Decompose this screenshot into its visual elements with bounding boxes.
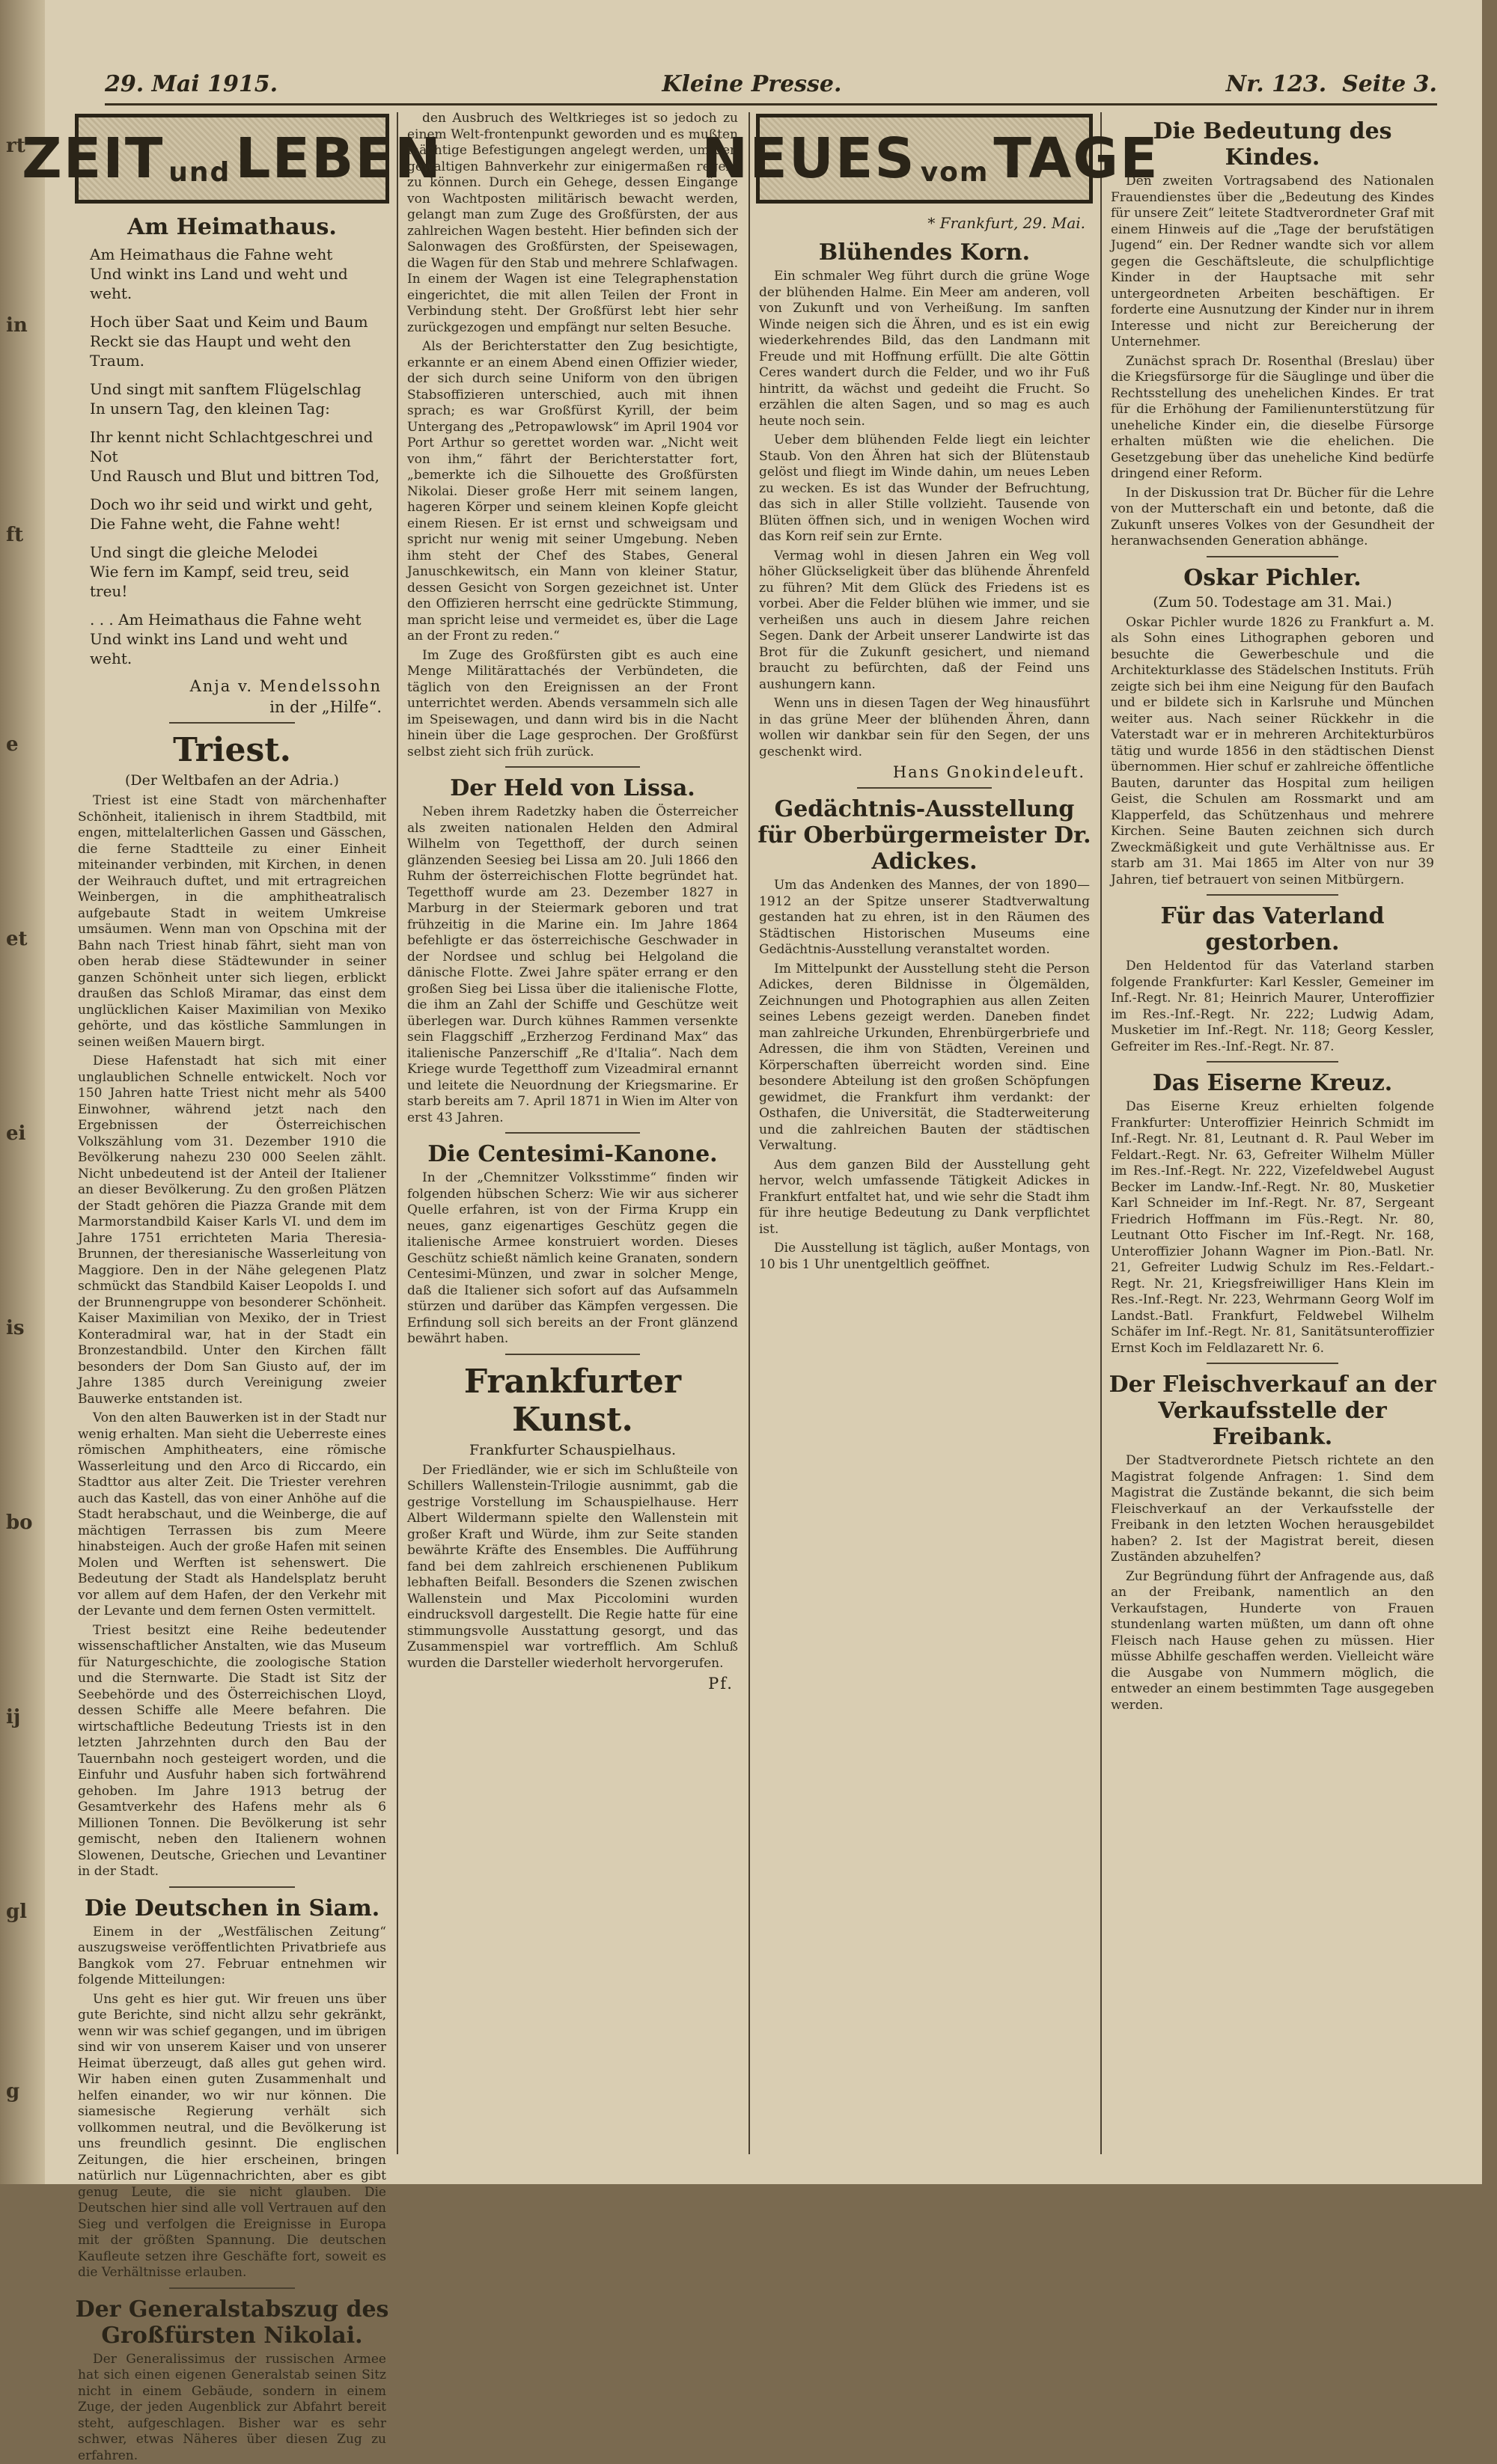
paragraph: In der Diskussion trat Dr. Bücher für die Lehre von der Mutterschaft ein und betonte, daß die Zukunft unseres Volkes von der Gesundheit der heranwachsenden Generation abhänge. [1111,486,1434,550]
paragraph: Diese Hafenstadt hat sich mit einer unglaublichen Schnelle entwickelt. Noch vor 150 Jahren hatte Triest nicht mehr als 5400 Einwohner, während jetzt nach den Ergebnissen der Österreichischen Volkszählung vom 31. Dezember 1910 die Bevölkerung nahezu 230 000 Seelen zählt. Nicht unbedeutend ist der Anteil der Italiener an dieser Bevölkerung. Zu den großen Plätzen der Stadt gehören die Piazza Grande mit dem Marmorstandbild Kaiser Karls VI. und dem im Jahre 1751 errichteten Maria Theresia-Brunnen, der theresianische Wasserleitung von Maggiore. Den in der Nähe gelegenen Platz schmückt das Standbild Kaiser Leopolds I. und der Brunnengruppe von besonderer Schönheit. Kaiser Maximilian von Mexiko, der in Triest Konteradmiral war, hat in der Stadt ein Bronzestandbild. Unter den Kirchen fällt besonders der Dom San Giusto auf, der im Jahre 1385 durch Vereinigung zweier Bauwerke entstanden ist. [78,1054,386,1407]
section-rule [505,766,640,768]
poem-source: in der „Hilfe“. [82,698,382,716]
dateline: * Frankfurt, 29. Mai. [763,214,1085,232]
edge-fragment: ij [6,1706,20,1728]
article-body-vaterland [1111,959,1434,1055]
section-rule [1207,1363,1338,1364]
poem-stanza: . . . Am Heimathaus die Fahne weht Und winkt ins Land und weht und weht. [90,610,382,668]
edge-fragment: gl [6,1901,27,1923]
paragraph: Den zweiten Vortragsabend des Nationalen Frauendienstes über die „Bedeutung des Kindes für unsere Zeit“ leitete Stadtverordneter Graf mit einem Hinweis auf die „Tage der berufstätigen Jugend“ ein. Der Redner wandte sich vor allem gegen die Geschäftsleute, die schulpflichtige Kinder in der Hauptsache mit sehr untergeordneten Arbeiten beschäftigen. Er forderte eine Ausnutzung der Kinder nur in ihrem Interesse und nicht zur Bereicherung der Unternehmer. [1111,174,1434,351]
paragraph: Vermag wohl in diesen Jahren ein Weg voll höher Glückseligkeit über das blühende Ährenfeld zu führen? Mit dem Glück des Friedens ist es vorbei. Aber die Felder blühen wie immer, und sie verheißen uns auch in diesem Jahre reichen Segen. Dank der Arbeit unserer Landwirte ist das Brot für die Zukunft gesichert, und niemand braucht zu befürchten, daß der Feind uns aushungern kann. [759,548,1090,694]
issue-date: 29. Mai 1915. [105,71,278,97]
article-body-siam [78,1925,386,2281]
paragraph: Wenn uns in diesen Tagen der Weg hinausführt in das grüne Meer der blühenden Ähren, dann wollen wir dankbar sein für den Segen, der uns geschenkt wird. [759,696,1090,760]
paragraph: Aus dem ganzen Bild der Ausstellung geht hervor, welch umfassende Tätigkeit Adickes in Frankfurt entfaltet hat, und wie sehr die Stadt ihm für ihre heutige Bedeutung zu Dank verpflichtet ist. [759,1158,1090,1238]
article-title-korn: Blühendes Korn. [756,239,1093,266]
edge-fragment: in [6,314,28,337]
page-header [105,69,1437,99]
edge-fragment: is [6,1317,25,1339]
paragraph: Der Generalissimus der russischen Armee hat sich einen eigenen Generalstab seinen Sitz nicht in einem Gebäude, sondern in einem Zuge, der jeden Augenblick zur Abfahrt bereit steht, aufgeschlagen. Bisher war es sehr schwer, etwas Näheres über diesen Zug zu erfahren. [78,2352,386,2464]
poem-stanza: Hoch über Saat und Keim und Baum Reckt sie das Haupt und weht den Traum. [90,312,382,370]
article-body-kanone [407,1170,738,1348]
paragraph: Als der Berichterstatter den Zug besichtigte, erkannte er an einem Abend einen Offizier wieder, der sich durch seine Uniform von den übrigen Stabsoffizieren unterschied, auch mit ihnen sprach; es war Großfürst Kyrill, der beim Untergang des „Petropawlowsk“ im April 1904 vor Port Arthur so gerettet worden war. „Nicht weit von ihm,“ fährt der Berichterstatter fort, „bemerkte ich die Silhouette des Großfürsten Nikolai. Dieser große Herr mit seinem langen, hageren Körper und seinem kleinen Kopfe gleicht einem Riesen. Er ist ernst und schweigsam und spricht nur wenig mit seiner Umgebung. Neben ihm steht der Chef des Stabes, General Januschkewitsch, ein Mann von kleiner Statur, dessen Gesicht von Sorgen gezeichnet ist. Unter den Offizieren herrscht eine gedrückte Stimmung, man spricht leise und vermeidet es, über die Lage an der Front zu reden.“ [407,339,738,645]
edge-fragment: rt [6,135,25,157]
article-signature: Pf. [412,1675,734,1693]
article-title-adickes: Gedächtnis-Ausstellung für Oberbürgermeister Dr. Adickes. [756,796,1093,875]
paragraph: Einem in der „Westfälischen Zeitung“ auszugsweise veröffentlichten Privatbriefe aus Bangkok vom 27. Februar entnehmen wir folgende Mitteilungen: [78,1925,386,1989]
article-title-pichler: Oskar Pichler. [1108,565,1437,591]
section-banner-neues-vom-tage: NEUES vom TAGE [756,114,1093,204]
article-body-lissa [407,804,738,1126]
paragraph: Neben ihrem Radetzky haben die Österreicher als zweiten nationalen Helden den Admiral Wilhelm von Tegetthoff, der durch seinen glänzenden Seesieg bei Lissa am 20. Juli 1866 den Ruhm der österreichischen Flotte begründet hat. Tegetthoff wurde am 23. Dezember 1827 in Marburg in der Steiermark geboren und trat frühzeitig in die Marine ein. Im Jahre 1864 befehligte er das österreichische Geschwader in der Nordsee und schlug bei Helgoland die dänische Flotte. Zwei Jahre später errang er den großen Sieg bei Lissa über die italienische Flotte, die ihm an Zahl der Schiffe und Geschütze weit überlegen war. Durch kühnes Rammen versenkte sein Flaggschiff „Erzherzog Ferdinand Max“ das italienische Panzerschiff „Re d'Italia“. Nach dem Kriege wurde Tegetthoff zum Vizeadmiral ernannt und leitete die Neuordnung der Kriegsmarine. Er starb bereits am 7. April 1871 in Wien im Alter von erst 43 Jahren. [407,804,738,1126]
article-title-fleisch: Der Fleischverkauf an der Verkaufsstelle der Freibank. [1108,1372,1437,1450]
poem-title: Am Heimathaus. [75,214,389,240]
article-title-kreuz: Das Eiserne Kreuz. [1108,1070,1437,1096]
article-body-korn [759,269,1090,760]
article-title-vaterland: Für das Vaterland gestorben. [1108,903,1437,956]
article-title-kanone: Die Centesimi-Kanone. [404,1141,741,1167]
edge-fragment: et [6,928,28,950]
edge-fragment: ei [6,1122,25,1145]
section-rule [169,1886,295,1888]
paragraph: Oskar Pichler wurde 1826 zu Frankfurt a. M. als Sohn eines Lithographen geboren und besuchte die Gewerbeschule und die Architekturklasse des Städelschen Instituts. Früh zeigte sich bei ihm eine Neigung für den Baufach und er bildete sich in Karlsruhe und München weiter aus. Nach seiner Rückkehr in die Vaterstadt war er in mehreren Architekturbüros tätig und wurde 1856 in den städtischen Dienst übernommen. Hier schuf er zahlreiche öffentliche Bauten, darunter das Hospital zum heiligen Geist, die Schulen am Rossmarkt und am Klapperfeld, das Schützenhaus und mehrere Kirchen. Seine Bauten zeichnen sich durch Zweckmäßigkeit und gute Verhältnisse aus. Er starb am 31. Mai 1865 im Alter von nur 39 Jahren, tief betrauert von seinen Mitbürgern. [1111,615,1434,889]
article-body-generalstab-continued [407,111,738,760]
section-rule [169,2287,295,2289]
article-title-kinder: Die Bedeutung des Kindes. [1108,118,1437,171]
article-body-kreuz [1111,1099,1434,1357]
article-title-kunst: Frankfurter Kunst. [404,1363,741,1439]
column-1 [75,111,389,2162]
column-3 [756,111,1093,2162]
paragraph: Den Heldentod für das Vaterland starben folgende Frankfurter: Karl Kessler, Gemeiner im Inf.-Regt. Nr. 81; Heinrich Maurer, Unteroffizier im Res.-Inf.-Regt. Nr. 222; Ludwig Adam, Musketier im Inf.-Regt. Nr. 118; Georg Kessler, Gefreiter im Res.-Inf.-Regt. Nr. 87. [1111,959,1434,1055]
paragraph: Um das Andenken des Mannes, der von 1890—1912 an der Spitze unserer Stadtverwaltung gestanden hat zu ehren, ist in den Räumen des Städtischen Historischen Museums eine Gedächtnis-Ausstellung veranstaltet worden. [759,878,1090,959]
paragraph: Ueber dem blühenden Felde liegt ein leichter Staub. Von den Ähren hat sich der Blütenstaub gelöst und fliegt im Winde dahin, um neues Leben zu wecken. Es ist das Wunder der Befruchtung, das sich in aller Stille vollzieht. Tausende von Blüten öffnen sich, und in wenigen Wochen wird das Korn reif sein zur Ernte. [759,432,1090,545]
column-2 [404,111,741,2162]
article-body-fleisch [1111,1453,1434,1714]
poem-stanza: Ihr kennt nicht Schlachtgeschrei und Not Und Rausch und Blut und bittren Tod, [90,427,382,486]
masthead: Kleine Presse. [662,71,841,97]
article-body-kinder [1111,174,1434,550]
header-rule [105,103,1437,106]
poem-author: Anja v. Mendelssohn [82,677,382,695]
poem-stanza: Doch wo ihr seid und wirkt und geht, Die Fahne weht, die Fahne weht! [90,495,382,534]
paragraph: Von den alten Bauwerken ist in der Stadt nur wenig erhalten. Man sieht die Ueberreste eines römischen Amphitheaters, eine römische Wasserleitung und den Arco di Riccardo, ein Stadttor aus alter Zeit. Die Triester verehren auch das Kastell, das von einer Anhöhe auf die Stadt herabschaut, und die Weinberge, die auf mächtigen Terrassen bis zum Meere hinabsteigen. Auch der große Hafen mit seinen Molen und Werften ist sehenswert. Die Bedeutung der Stadt als Handelsplatz beruht vor allem auf dem Hafen, der den Verkehr mit der Levante und dem fernen Osten vermittelt. [78,1410,386,1620]
poem-stanza: Und singt mit sanftem Flügelschlag In unsern Tag, den kleinen Tag: [90,379,382,418]
article-body-pichler [1111,615,1434,889]
section-rule [857,787,992,789]
article-subtitle: (Der Weltbafen an der Adria.) [75,772,389,789]
article-body-generalstab [78,2352,386,2464]
paragraph: Der Stadtverordnete Pietsch richtete an den Magistrat folgende Anfragen: 1. Sind dem Magistrat die Zustände bekannt, die sich beim Fleischverkauf an der Verkaufsstelle der Freibank in den letzten Wochen herausgebildet haben? 2. Ist der Magistrat bereit, diesen Zuständen abzuhelfen? [1111,1453,1434,1566]
section-rule [169,722,295,724]
section-rule [505,1132,640,1134]
article-subtitle: (Zum 50. Todestage am 31. Mai.) [1108,594,1437,611]
issue-page: Nr. 123. Seite 3. [1226,71,1437,97]
edge-fragment: ft [6,524,23,546]
paragraph: Im Mittelpunkt der Ausstellung steht die Person Adickes, deren Bildnisse in Ölgemälden, Zeichnungen und Photographien aus allen Zeiten seines Lebens gezeigt werden. Daneben findet man zahlreiche Urkunden, Ehrenbürgerbriefe und Adressen, die ihm von Städten, Vereinen und Körperschaften überreicht worden sind. Eine besondere Abteilung ist den großen Schöpfungen gewidmet, die Frankfurt ihm verdankt: der Osthafen, die Universität, die Stadterweiterung und die zahlreichen Bauten der städtischen Verwaltung. [759,962,1090,1155]
paragraph: Triest besitzt eine Reihe bedeutender wissenschaftlicher Anstalten, wie das Museum für Naturgeschichte, die zoologische Station und die Sternwarte. Die Stadt ist Sitz der Seebehörde und des Österreichischen Lloyd, dessen Schiffe alle Meere befahren. Die wirtschaftliche Bedeutung Triests ist in den letzten Jahrzehnten durch den Bau der Tauernbahn noch gesteigert worden, und die Einfuhr und Ausfuhr haben sich fortwährend gehoben. Im Jahre 1913 betrug der Gesamtverkehr des Hafens mehr als 6 Millionen Tonnen. Die Bevölkerung ist sehr gemischt, neben den Italienern wohnen Slowenen, Deutsche, Griechen und Levantiner in der Stadt. [78,1623,386,1880]
paragraph: Der Friedländer, wie er sich im Schlußteile von Schillers Wallenstein-Trilogie ausnimmt, gab die gestrige Vorstellung im Schauspielhause. Herr Albert Wildermann spielte den Wallenstein mit großer Kraft und Würde, ihm zur Seite standen bewährte Kräfte des Ensembles. Die Aufführung fand bei dem zahlreich erschienenen Publikum lebhaften Beifall. Besonders die Szenen zwischen Wallenstein und Max Piccolomini wurden eindrucksvoll dargestellt. Die Regie hatte für eine stimmungsvolle Ausstattung gesorgt, und das Zusammenspiel war vortrefflich. Am Schluß wurden die Darsteller wiederholt hervorgerufen. [407,1463,738,1672]
column-divider [397,112,398,2154]
poem [90,245,382,668]
column-divider [1100,112,1102,2154]
column-4 [1108,111,1437,2162]
article-body-adickes [759,878,1090,1273]
article-subtitle: Frankfurter Schauspielhaus. [404,1442,741,1458]
paragraph: Die Ausstellung ist täglich, außer Montags, von 10 bis 1 Uhr unentgeltlich geöffnet. [759,1241,1090,1273]
section-rule [1207,556,1338,557]
paragraph: Triest ist eine Stadt von märchenhafter Schönheit, italienisch in ihrem Stadtbild, mit engen, mittelalterlichen Gassen und Gässchen, die ferne Stadtteile zu einer Einheit miteinander verbinden, mit Kirchen, in denen der Weihrauch duftet, und mit ertragreichen Weinbergen, in die amphitheatralisch aufgebaute Stadt in weitem Umkreise umsäumen. Wenn man von Opschina mit der Bahn nach Triest hinab fährt, sieht man von oben herab diese Städtewunder in seiner ganzen Schönheit unter sich liegen, erblickt draußen das Schloß Miramar, das einst dem unglücklichen Kaiser Maximilian von Mexiko gehörte, und das köstliche Sammlungen in seinen weißen Mauern birgt. [78,793,386,1051]
newspaper-page [45,0,1482,2184]
paragraph: den Ausbruch des Weltkrieges ist so jedoch zu einem Welt-frontenpunkt geworden und es mußten mächtige Befestigungen angelegt werden, um den gewaltigen Bahnverkehr zur einigermaßen regeln zu können. Durch ein Gehege, dessen Eingänge von Wachtposten militärisch bewacht werden, gelangt man zum Zuge des Großfürsten, der aus zahlreichen Wagen besteht. Hier befinden sich der Salonwagen des Großfürsten, der Speisewagen, die Wagen für den Stab und mehrere Schlafwagen. In einem der Wagen ist eine Telegraphenstation eingerichtet, die mit allen Teilen der Front in Verbindung steht. Der Großfürst lebt hier sehr zurückgezogen und empfängt nur selten Besuche. [407,111,738,336]
paragraph: Zunächst sprach Dr. Rosenthal (Breslau) über die Kriegsfürsorge für die Säuglinge und über die Rechtsstellung des unehelichen Kindes. Er trat für die Erhöhung der Familienunterstützung für uneheliche Kinder ein, die dieselbe Fürsorge erhalten müßten wie die ehelichen. Die Gesetzgebung über das uneheliche Kind bedürfe dringend einer Reform. [1111,354,1434,483]
section-rule [505,1354,640,1355]
paragraph: Uns geht es hier gut. Wir freuen uns über gute Berichte, sind nicht allzu sehr gekränkt, wenn wir was schief gegangen, und im übrigen sind wir von unserem Kaiser und von unserer Heimat überzeugt, daß alles gut gehen wird. Wir haben einen guten Zusammenhalt und helfen einander, wo wir nur können. Die siamesische Regierung verhält sich vollkommen neutral, und die Bevölkerung ist uns freundlich gesinnt. Die englischen Zeitungen, die hier erscheinen, bringen natürlich nur Lügennachrichten, aber es gibt genug Leute, die sie nicht glauben. Die Deutschen hier sind alle voll Vertrauen auf den Sieg und verfolgen die Ereignisse in Europa mit der größten Spannung. Die deutschen Kaufleute setzen ihre Geschäfte fort, soweit es die Verhältnisse erlauben. [78,1992,386,2281]
paragraph: Das Eiserne Kreuz erhielten folgende Frankfurter: Unteroffizier Heinrich Schmidt im Inf.-Regt. Nr. 81, Leutnant d. R. Paul Weber im Feldart.-Regt. Nr. 63, Gefreiter Wilhelm Müller im Res.-Inf.-Regt. Nr. 222, Vizefeldwebel August Becker im Landw.-Inf.-Regt. Nr. 80, Musketier Karl Schneider im Inf.-Regt. Nr. 87, Sergeant Friedrich Hoffmann im Füs.-Regt. Nr. 80, Leutnant Otto Fischer im Inf.-Regt. Nr. 168, Unteroffizier Johann Wagner im Pion.-Batl. Nr. 21, Gefreiter Ludwig Schulz im Res.-Feldart.-Regt. Nr. 21, Kriegsfreiwilliger Hans Klein im Res.-Inf.-Regt. Nr. 223, Wehrmann Georg Wolf im Landst.-Batl. Frankfurt, Feldwebel Wilhelm Schäfer im Inf.-Regt. Nr. 81, Sanitätsunteroffizier Ernst Koch im Feldlazarett Nr. 6. [1111,1099,1434,1357]
poem-stanza: Am Heimathaus die Fahne weht Und winkt ins Land und weht und weht. [90,245,382,303]
section-rule [1207,1061,1338,1063]
column-divider [748,112,750,2154]
paragraph: Ein schmaler Weg führt durch die grüne Woge der blühenden Halme. Ein Meer am anderen, voll von Zukunft und von Verheißung. Im sanften Winde neigen sich die Ähren, und es ist ein ewig wiederkehrendes Bild, das den Landmann mit Freude und mit Hoffnung erfüllt. Die alte Göttin Ceres wandert durch die Felder, und wo ihr Fuß hintritt, da wächst und gedeiht die Frucht. So erzählen die alten Sagen, und so mag es auch heute noch sein. [759,269,1090,429]
article-signature: Hans Gnokindeleuft. [763,763,1085,781]
section-banner-zeit-und-leben: ZEIT und LEBEN [75,114,389,204]
paragraph: Zur Begründung führt der Anfragende aus, daß an der Freibank, namentlich an den Verkaufstagen, Hunderte von Frauen stundenlang warten müßten, um dann oft ohne Fleisch nach Hause gehen zu müssen. Hier müsse Abhilfe geschaffen werden. Vielleicht wäre die Ausgabe von Nummern möglich, die entweder an einem bestimmten Tage ausgegeben werden. [1111,1569,1434,1714]
previous-page-edge [0,0,45,2184]
edge-fragment: g [6,2080,19,2103]
article-title-generalstab: Der Generalstabszug des Großfürsten Nikolai. [75,2296,389,2349]
poem-stanza: Und singt die gleiche Melodei Wie fern im Kampf, seid treu, seid treu! [90,542,382,601]
article-body-triest [78,793,386,1880]
paragraph: Im Zuge des Großfürsten gibt es auch eine Menge Militärattachés der Verbündeten, die täglich von den Ereignissen an der Front unterrichtet werden. Abends versammeln sich alle im Speisewagen, und dann wird bis in die Nacht hinein über die Lage gesprochen. Der Großfürst selbst zieht sich früh zurück. [407,648,738,761]
edge-fragment: e [6,733,19,756]
section-rule [1207,894,1338,896]
edge-fragment: bo [6,1511,33,1534]
article-title-lissa: Der Held von Lissa. [404,775,741,801]
article-body-kunst [407,1463,738,1672]
article-title-siam: Die Deutschen in Siam. [75,1895,389,1922]
paragraph: In der „Chemnitzer Volksstimme“ finden wir folgenden hübschen Scherz: Wie wir aus sicherer Quelle erfahren, ist von der Firma Krupp ein neues, ganz eigenartiges Geschütz gegen die italienische Armee konstruiert worden. Dieses Geschütz schießt nämlich keine Granaten, sondern Centesimi-Münzen, und zwar in solcher Menge, daß die Italiener sich sofort auf das Aufsammeln stürzen und darüber das Kämpfen vergessen. Die Erfindung soll sich bereits an der Front glänzend bewährt haben. [407,1170,738,1348]
article-title-triest: Triest. [75,731,389,769]
